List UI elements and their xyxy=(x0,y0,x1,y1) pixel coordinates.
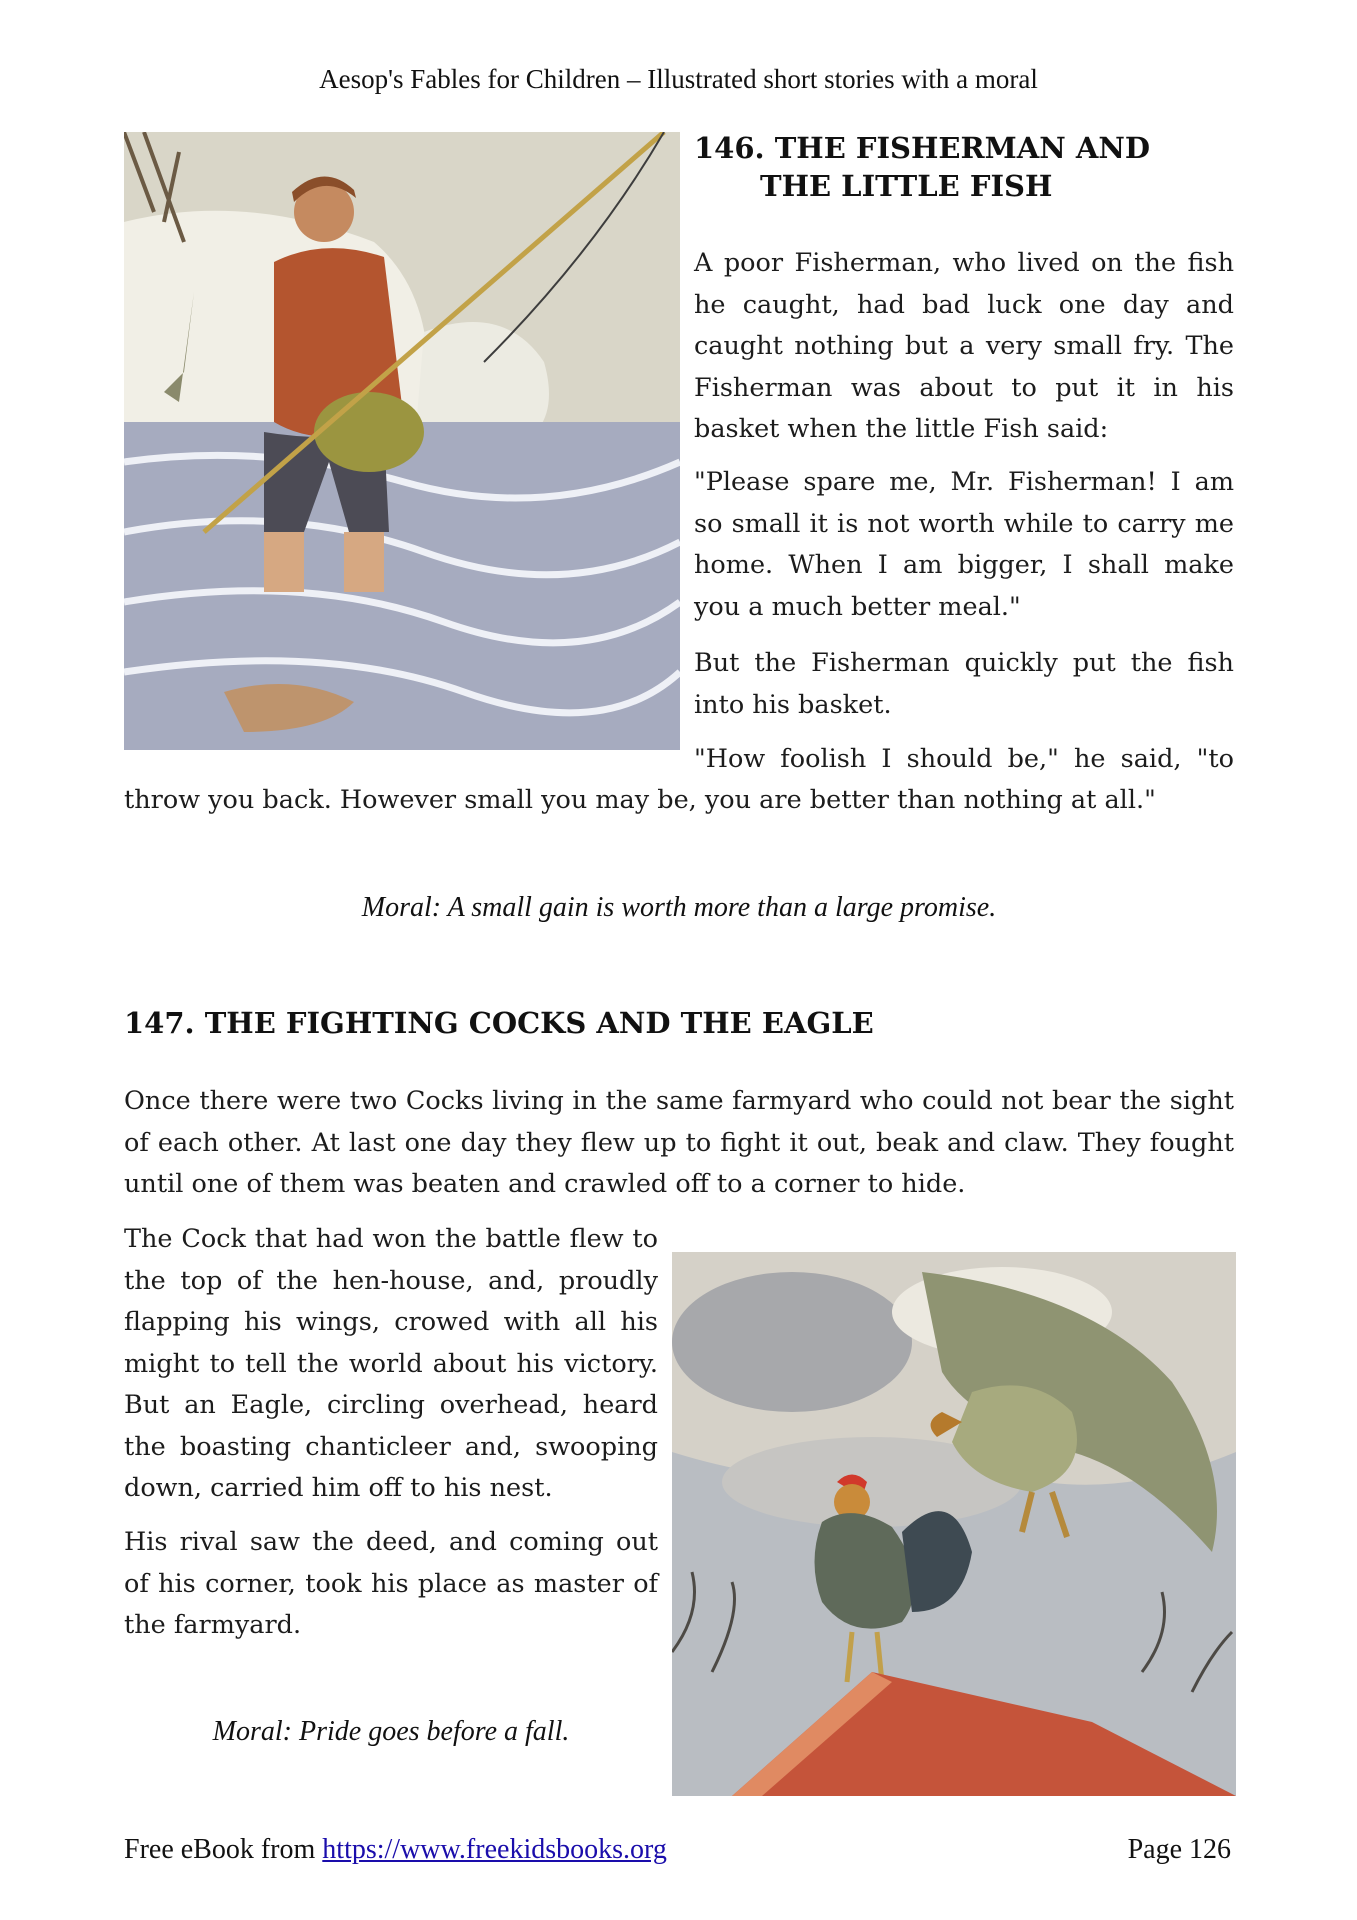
fable-147-title: 147. THE FIGHTING COCKS AND THE EAGLE xyxy=(124,1006,874,1040)
fable-147-paragraph-1: Once there were two Cocks living in the same farmyard who could not bear the sight of each other. At last one day they flew up to fight it out, beak and claw. They fought until one of them was beaten and crawled off to a corner to hide. xyxy=(124,1086,1234,1199)
running-header: Aesop's Fables for Children – Illustrated short stories with a moral xyxy=(319,64,1038,94)
fable-146-paragraph-5: throw you back. However small you may be, you are better than nothing at all." xyxy=(124,785,1156,815)
footer-prefix: Free eBook from xyxy=(124,1834,323,1865)
footer-source xyxy=(124,1834,667,1866)
fable-147-paragraph-3: His rival saw the deed, and coming out of his corner, took his place as master of the farmyard. xyxy=(124,1527,658,1640)
fable-146-title xyxy=(694,129,1254,205)
fable-146-title-line2: THE LITTLE FISH xyxy=(760,169,1053,203)
freekidsbooks-link[interactable]: https://www.freekidsbooks.org xyxy=(322,1834,667,1865)
fable-146-moral: Moral: A small gain is worth more than a large promise. xyxy=(361,892,997,923)
fable-146-paragraph-1: A poor Fisherman, who lived on the fish he caught, had bad luck one day and caught nothing but a very small fry. The Fisherman was about to put it in his basket when the little Fish said: xyxy=(694,248,1234,444)
fable-146-paragraph-4: "How foolish I should be," he said, "to xyxy=(694,744,1234,774)
fable-147-moral: Moral: Pride goes before a fall. xyxy=(212,1716,570,1747)
fable-146-paragraph-3: But the Fisherman quickly put the fish into his basket. xyxy=(694,648,1234,720)
eagle-and-rooster-illustration xyxy=(672,1252,1236,1796)
fable-147-paragraph-2: The Cock that had won the battle flew to the top of the hen-house, and, proudly flapping his wings, crowed with all his might to tell the world about his victory. But an Eagle, circling overhead, heard the boasting chanticleer and, swooping down, carried him off to his nest. xyxy=(124,1224,658,1503)
fisherman-illustration xyxy=(124,132,680,750)
page-number: Page 126 xyxy=(1127,1834,1231,1865)
fable-146-paragraph-2: "Please spare me, Mr. Fisherman! I am so small it is not worth while to carry me home. When I am bigger, I shall make you a much better meal." xyxy=(694,467,1234,622)
fable-146-title-line1: 146. THE FISHERMAN AND xyxy=(694,131,1150,165)
